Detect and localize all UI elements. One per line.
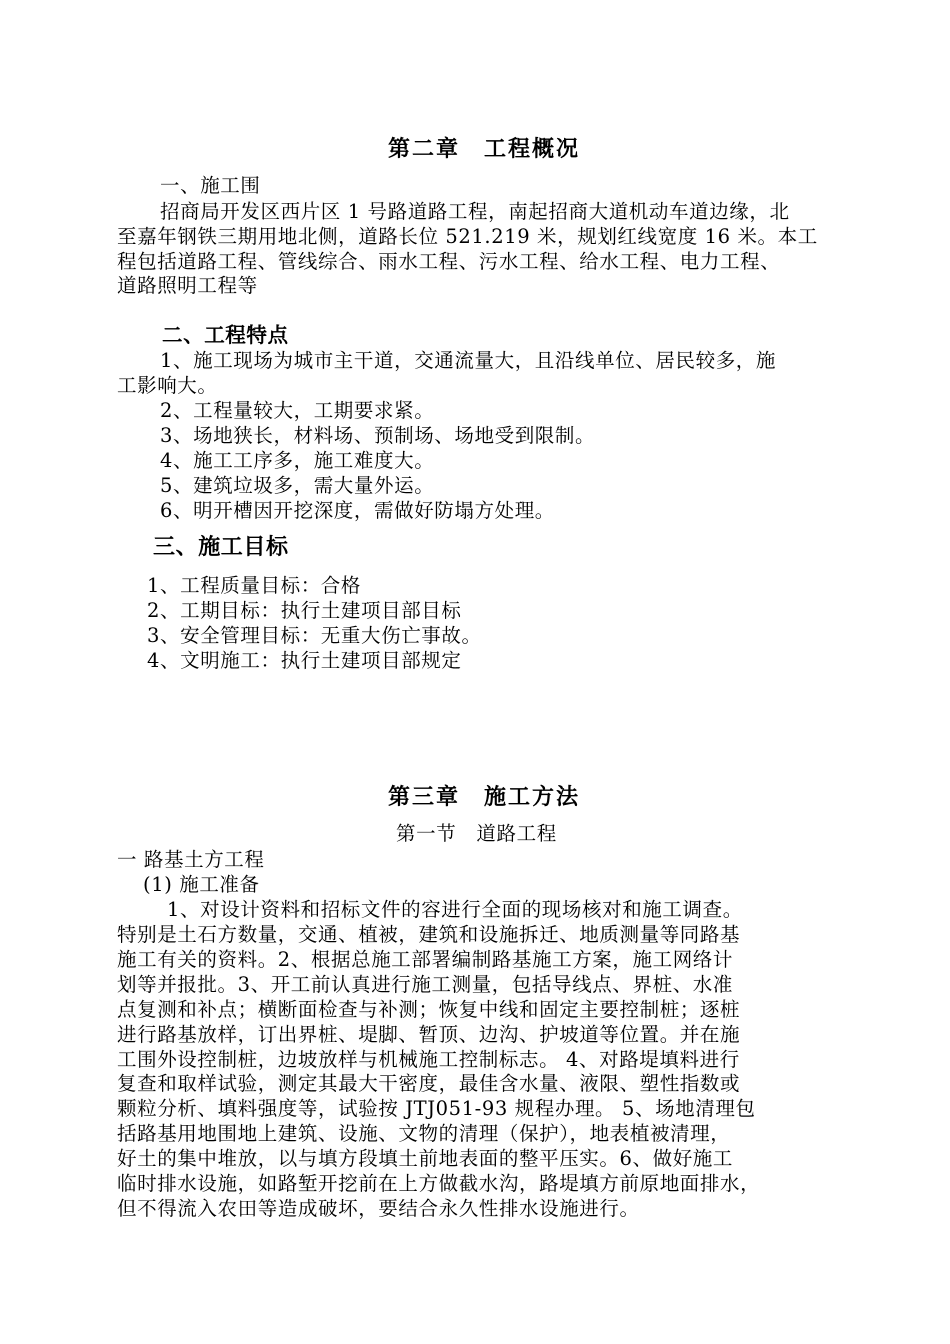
chapter3-line: 颗粒分析、填料强度等，试验按 JTJ051-93 规程办理。 5、场地清理包 [117, 1097, 756, 1120]
section2-item: 3、场地狭长，材料场、预制场、场地受到限制。 [160, 424, 596, 447]
part1-heading: 一 路基土方工程 [117, 848, 265, 871]
section2-item: 4、施工工序多，施工难度大。 [160, 449, 435, 472]
section2-heading: 二、工程特点 [162, 323, 289, 347]
chapter3-line: 临时排水设施，如路堑开挖前在上方做截水沟，路堤填方前原地面排水， [117, 1172, 761, 1195]
chapter3-subtitle: 第一节 道路工程 [396, 822, 557, 845]
chapter3-line: 进行路基放样，订出界桩、堤脚、暂顶、边沟、护坡道等位置。并在施 [117, 1023, 741, 1046]
section1-heading: 一、施工围 [160, 174, 261, 197]
step1-heading: (1) 施工准备 [143, 873, 260, 896]
chapter3-line: 括路基用地围地上建筑、设施、文物的清理（保护），地表植被清理， [117, 1122, 731, 1145]
chapter3-line: 复查和取样试验，测定其最大干密度，最佳含水量、液限、塑性指数或 [117, 1072, 741, 1095]
section2-item: 工影响大。 [117, 374, 218, 397]
chapter3-line: 施工有关的资料。2、根据总施工部署编制路基施工方案，施工网络计 [117, 948, 734, 971]
section1-line: 程包括道路工程、管线综合、雨水工程、污水工程、给水工程、电力工程、 [117, 250, 781, 273]
section3-item: 1、工程质量目标：合格 [147, 574, 362, 597]
section2-item: 6、明开槽因开挖深度，需做好防塌方处理。 [160, 499, 555, 522]
chapter3-line: 1、对设计资料和招标文件的容进行全面的现场核对和施工调查。 [167, 898, 743, 921]
section2-item: 2、工程量较大，工期要求紧。 [160, 399, 435, 422]
chapter3-line: 好土的集中堆放，以与填方段填土前地表面的整平压实。6、做好施工 [117, 1147, 734, 1170]
section1-line: 至嘉年钢铁三期用地北侧，道路长位 521.219 米，规划红线宽度 16 米。本工 [117, 225, 818, 248]
section3-item: 3、安全管理目标：无重大伤亡事故。 [147, 624, 482, 647]
section3-item: 2、工期目标：执行土建项目部目标 [147, 599, 462, 622]
section2-item: 1、施工现场为城市主干道，交通流量大，且沿线单位、居民较多，施 [160, 349, 777, 372]
section2-item: 5、建筑垃圾多，需大量外运。 [160, 474, 435, 497]
chapter3-line: 工围外设控制桩，边坡放样与机械施工控制标志。 4、对路堤填料进行 [117, 1048, 740, 1071]
chapter2-title: 第二章 工程概况 [388, 136, 581, 162]
chapter3-line: 特别是土石方数量，交通、植被，建筑和设施拆迁、地质测量等同路基 [117, 923, 741, 946]
chapter3-line: 但不得流入农田等造成破坏，要结合永久性排水设施进行。 [117, 1197, 640, 1220]
section1-line: 招商局开发区西片区 1 号路道路工程，南起招商大道机动车道边缘，北 [160, 200, 790, 223]
section3-heading: 三、施工目标 [153, 534, 289, 560]
chapter3-title: 第三章 施工方法 [388, 784, 581, 810]
chapter3-line: 划等并报批。3、开工前认真进行施工测量，包括导线点、界桩、水准 [117, 973, 734, 996]
section3-item: 4、文明施工：执行土建项目部规定 [147, 649, 462, 672]
section1-line: 道路照明工程等 [117, 274, 258, 297]
chapter3-line: 点复测和补点；横断面检查与补测；恢复中线和固定主要控制桩；逐桩 [117, 998, 741, 1021]
